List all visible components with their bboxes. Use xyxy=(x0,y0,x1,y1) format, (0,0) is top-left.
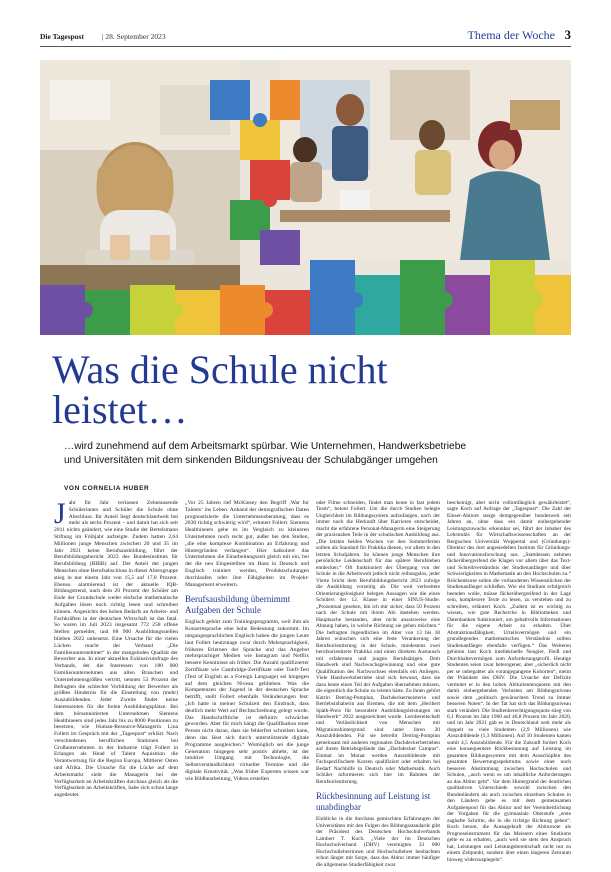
article-column-1 xyxy=(54,500,178,799)
column-4-paragraph-1: bescheinigt, aber nicht vollumfänglich gewährleistet“, sagte Koch auf Anfrage der „Tagespost“. Die Zahl der Einser-Abiture steige demgegenüber bundesweit seit Jahren an, ohne dass ein damit einhergehender Leistungszuwachs erkennbar sei, führt der Inhaber des Lehrstuhls für Wirtschaftswissenschaften an der Bergischen Universität Wuppertal und (Gründungs)-Direktor des dort angesiedelten Instituts für Gründungs- und Innovationsforschung aus. „Stattdessen nehmen fächerübergreifend die Klagen vor allem über das Text- und Schreibverständnis der Studienanfänger und über Schwierigkeiten in Mathematik an den Hochschulen zu.“ Brückenkurse sollen die vorhandenen Wissenslücken der Studienanfänger schließen. Wie ein Studium erfolgreich beenden wolle, müsse fächerübergreifend in der Lage sein, komplexere Texte zu lesen, zu verstehen und zu schreiben, erläutert Koch. „Zudem ist es wichtig zu wissen, wie gute Recherche in Bibliotheken und Datenbanken funktioniert, um gehaltvolle Informationen für die eigene Arbeit zu erhalten. Über Abstraktionsfähigkeit, Urteilsvermögen und ein grundlegendes mathematisches Verständnis sollten Studienanfänger ebenfalls verfügen.“ Das Weiteren gehören laut Koch intellektuelle Neugier, Fleiß und Durchhaltevermögen zum Anforderungsprofil. Heutige Studenten seien zwar heterogener, aber „sicherlich nicht per se unbegabter als vorangegangene Kohorten“, meint der Präsident des DHV. Die Ursache der Defizite vermutet er in den hohen Abiturientenquoten mit den damit einhergehenden Verlusten am Bildungsniveau sowie dem „politisch gewünschten Trend zu immer besseren Noten“. In der Tat hat sich das Bildungsniveau stark verändert. Die Studienberechtigungsquote stieg von 6,1 Prozent im Jahr 1960 auf 46,8 Prozent im Jahr 2020, und im Jahr 2021 gab es in Deutschland weit mehr als doppelt so viele Studenten (2,9 Millionen) wie Auszubildende (1,3 Millionen). Auf 10 Studenten kamen somit 4,5 Auszubildende. Für die Zukunft fordert Koch eine konsequentere Rückbesinnung auf Leistung im gesamten Bildungssystem mit dem Ausschöpfen des gesamten Bewertungsspektrums sowie einer noch besseren Abstimmung zwischen Hochschulen und Schulen, „auch wenn es um inhaltliche Anforderungen an das Abitur geht“. Vor dem Hintergrund der deutlichen qualitativen Unterschiede sowohl zwischen den Bundesländern als auch zwischen einzelnen Schulen in den Ländern gebe es mit dem gemeinsamen Aufgabenpool für das Abitur und der Vereinheitlichung der Vorgaben für die gymnasiale Oberstufe „erste zaghafte Schritte, die in die richtige Richtung gehen“. Koch betont, die Aussagekraft der Abiturnote als Prognoseinstrument für das Meistern eines Studiums gelte es zu erhalten, „auch weil sie stets den Anspruch hat, Leistungen und Leistungsbereitschaft nicht nur zu einem Zeitpunkt, sondern über einen längeren Zeitraum hinweg widerzuspiegeln“. xyxy=(447,500,571,863)
publication-name: Die Tagespost xyxy=(40,32,84,41)
collage-graphic xyxy=(40,60,571,335)
deck: …wird zunehmend auf dem Arbeitsmarkt spürbar. Wie Unternehmen, Handwerksbetriebe und Universitäten mit dem sinkenden Bildungsniveau der Schulabgänger umgehen xyxy=(64,441,467,466)
column-1-text: ahr für Jahr verlassen Zehntausende Schülerinnen und Schüler die Schule ohne Abschluss. Ihr Anteil liegt deutschlandweit bei mehr als sechs Prozent – und damit hat sich seit 2011 nichts geändert, wie eine Studie der Bertelsmann Stiftung im Frühjahr aufzeigte. Zudem hatten 2,64 Millionen junge Menschen zwischen 20 und 35 im Jahr 2021 keine Berufsausbildung, führt der Berufsbildungsbericht 2023 des Bundesinstituts für Berufsbildung (BIBB) auf. Der Anteil der jungen Menschen ohne Berufsabschluss in dieser Altersgruppe stieg in nur einem Jahr von 15,5 auf 17,8 Prozent. Ebenso alarmierend ist der aktuelle IQB-Bildungstrend, nach dem 20 Prozent der Schüler am Ende der Grundschule weder einfache mathematische Aufgaben lösen noch richtig lesen und schreiben können. Angesichts des hohen Bedarfs an Arbeits- und Fachkräften in der deutschen Wirtschaft ist das fatal. So waren im Juli 2023 insgesamt 772 258 offene Stellen gemeldet, und 68 900 Ausbildungsstellen blieben 2022 unbesetzt. Eine Ursache für die vielen Lücken macht der Verband „Die Familienunternehmer“ in der mangelnden Qualität der Bewerber aus. In einer aktuellen Exklusivumfrage des Verbands, der die Interessen von 180 000 Familienunternehmen aus allen Branchen und Unternehmensgrößen vertritt, nennen 53 Prozent der Befragten die schlechte Vorbildung der Bewerber als größtes Hindernis für die Einstellung von (mehr) Auszubildenden. Jeder Zweite findet keine Interessenten für die freien Ausbildungsplätze. Bei dem börsennotierten Unternehmen Siemens Healthineers sind jedes Jahr bis zu 8000 Positionen zu besetzen, wie Human-Resource-Managerin Lina Follert im Gespräch mit der „Tagespost“ erklärt. Nach verschiedenen beruflichen Stationen bei Großunternehmen in der Industrie trägt Follert in Erlangen als Head of Talent Aquisition die Verantwortung für die Region Europa, Mittlerer Osten und Afrika. Die Ursache für die Lücke auf dem Arbeitsmarkt sieht die Managerin bei der Verfügbarkeit an Arbeitskräften durchaus gleich als die Verfügbarkeit an Arbeitskräften, habe sich schon lange angedeutet. xyxy=(54,500,178,799)
column-3-paragraph-2: Einblicke in die durchaus gemischten Erfahrungen der Universitäten mit den Folgen des Bildungsstandards gibt der Präsident des Deutschen Hochschulverbands Lambert T. Koch. „Viele der im Deutschen Hochschulverband (DHV) vereinigten 33 000 Hochschullehrerinnen und Hochschullehrer beobachten schon länger mit Sorge, dass das Abitur immer häufiger die allgemeine Studierfähigkeit zwar xyxy=(316,816,440,868)
issue-date: | 28. September 2023 xyxy=(102,32,166,41)
column-2-paragraph-2: Englisch gehört zum Trainingsprogramm, weil ihm als Konzernsprache eine hohe Bedeutung zukommt. Im umgangssprachlichen Englisch haben die jungen Leute laut Follert heutzutage zwar durch Mehrsprachigkeit, früheres Erlernen der Sprache und das Angebot mehrsprachiger Medien wie Instagram und Netflix bessere Kenntnisse als früher. Die Anzahl qualifizierter Zertifikate wie Cambridge-Zertifikate oder Toefl-Test (Test of English as a Foreign Language) sei hingegen auf dem gleichen Niveau geblieben. Was die Kompetenzen der Jugend in der deutschen Sprache betrifft, stellt Follert ebenfalls Veränderungen fest: „Ich hatte in meiner Schulzeit den Eindruck, dass deutlich mehr Wert auf Rechtschreibung gelegt wurde. Das Handschriftliche ist definitiv schwächer geworden. Aber für mich hängt die Qualifikation einer Person nicht daran, dass sie fehlerfrei schreiben kann, denn das lässt sich durch unterstützende digitale Programme ausgleichen.“ Womöglich sei die junge Generation hingegen sehr positiv abhebt, ist der intuitive Umgang mit Technologie, die Selbstverständlichkeit virtueller Termine und die digitale Kreativität. „Was früher Experten wissen war wie Bildbearbeitung, Videos erstellen xyxy=(185,619,309,782)
article-column-3 xyxy=(316,500,440,868)
header-rule xyxy=(40,46,571,47)
column-2-paragraph-1: „Vor 25 Jahren rief McKinsey den Begriff ‚War for Talents‘ ins Leben. Anhand der demografischen Daten prognostizierte die Unternehmensberatung, dass es 2030 richtig schwierig wird“, erinnert Follert. Siemens Healthineers gehe es im Vergleich zu kleineren Unternehmen noch recht gut, außer bei den Stellen, „die eine komplexe Kombination an Erfahrung und Hintergründen verlangen“. Hier kalkuliert das Unternehmen die Einarbeitungszeit gleich mit ein, bei der die neu Eingestellten im Haus in Deutsch und Englisch trainiert werden, Produktschulungen durchlaufen oder ihre Fähigkeiten im Projekt-Management erweitern. xyxy=(185,500,309,588)
subheading-1: Berufsausbildung übernimmt Aufgaben der Schule xyxy=(185,594,291,615)
page-number: 3 xyxy=(564,27,571,42)
article-column-4 xyxy=(447,500,571,863)
section-title: Thema der Woche xyxy=(467,28,555,42)
column-3-paragraph-1: oder Filme schneiden, findet man heute in fast jedem Team“, betont Follert. Um die durch Studien belegte Ungleichheit im Bildungssystem aufzufangen, nach der immer noch die Herkunft über Karrieren entscheidet, macht die erfahrene Personal-Managerin eine Steigerung der praxisnahen Teile in der schulischen Ausbildung aus. „Die letzten beiden Wochen vor den Sommerferien sollten als Standard für Praktika dienen, vor allem in den letzten Schuljahren. So können junge Menschen ihre persönliche Leidenschaft für das spätere Berufsleben entdecken.“ Oft funktioniert der Übergang von der Schule in die Arbeitswelt jedoch nicht reibungslos, jeder Vierte bricht dem Berufsbildungsbericht 2023 zufolge die Ausbildung vorzeitig ab. Die weit verbreitete Orientierungslosigkeit belegen Aussagen wie die eines Schülers der 12. Klasse in einer SINUS-Studie. „Prozentual gesehen, bin ich mir sicher, dass 50 Prozent nach der Schule mit ihrem Abi dastehen werden. Hauptsache bestanden, aber nicht ansatzweise eine Ahnung haben, in welche Richtung sie gehen möchten.“ Die befragten Jugendlichen im Alter von 13 bis 18 Jahren wünschen sich eine feste Verankerung der Berufsorientierung in der Schule, mindestens zwei berufsorientierte Praktika und einen direkten Austausch mit erfahrenen und jungen Berufstätigen. Dem Handwerk sind Nachwuchsgewinnung und eine gute Qualifikation des Nachwuchses ebenfalls ein Anliegen. Viele Handwerksbetriebe sind sich bewusst, dass sie dazu heute einen Teil der Aufgaben übernehmen müssen, die eigentlich die Schule zu leisten hätte. Zu ihnen gehört Katrin Detring-Pomplun, Dachdeckermeisterin und Betriebsinhaberin aus Bremen, die mit dem „Heribert Späth-Preis für besondere Ausbildungsleistungen im Handwerk“ 2022 ausgezeichnet wurde. Lernbereitschaft und Verlässlichkeit von Menschen mit Migrationshintergrund sind unter ihren 20 Auszubildenden. Für sie betreibt Detring-Pomplun gemeinsam mit anderen regionalen Dachdeckerbetrieben auf ihrem Betriebsgelände das „Dachdecker Campus“. Einmal im Monat werden Auszubildende mit Fachspezifischem Kursen qualifiziert oder erhalten bei Bedarf Nachhilfe in Deutsch oder Mathematik. Auch Schüler informieren sich hier im Rahmen der Berufsorientierung. xyxy=(316,500,440,785)
byline: VON CORNELIA HUBER xyxy=(64,485,150,492)
article-column-2 xyxy=(185,500,309,782)
headline: Was die Schule nicht leistet… xyxy=(52,347,388,432)
page-header xyxy=(40,28,571,46)
subheading-2: Rückbesinnung auf Leistung ist unabdingbar xyxy=(316,791,431,812)
drop-cap: J xyxy=(54,500,66,530)
puzzle-collage-image xyxy=(40,60,571,335)
